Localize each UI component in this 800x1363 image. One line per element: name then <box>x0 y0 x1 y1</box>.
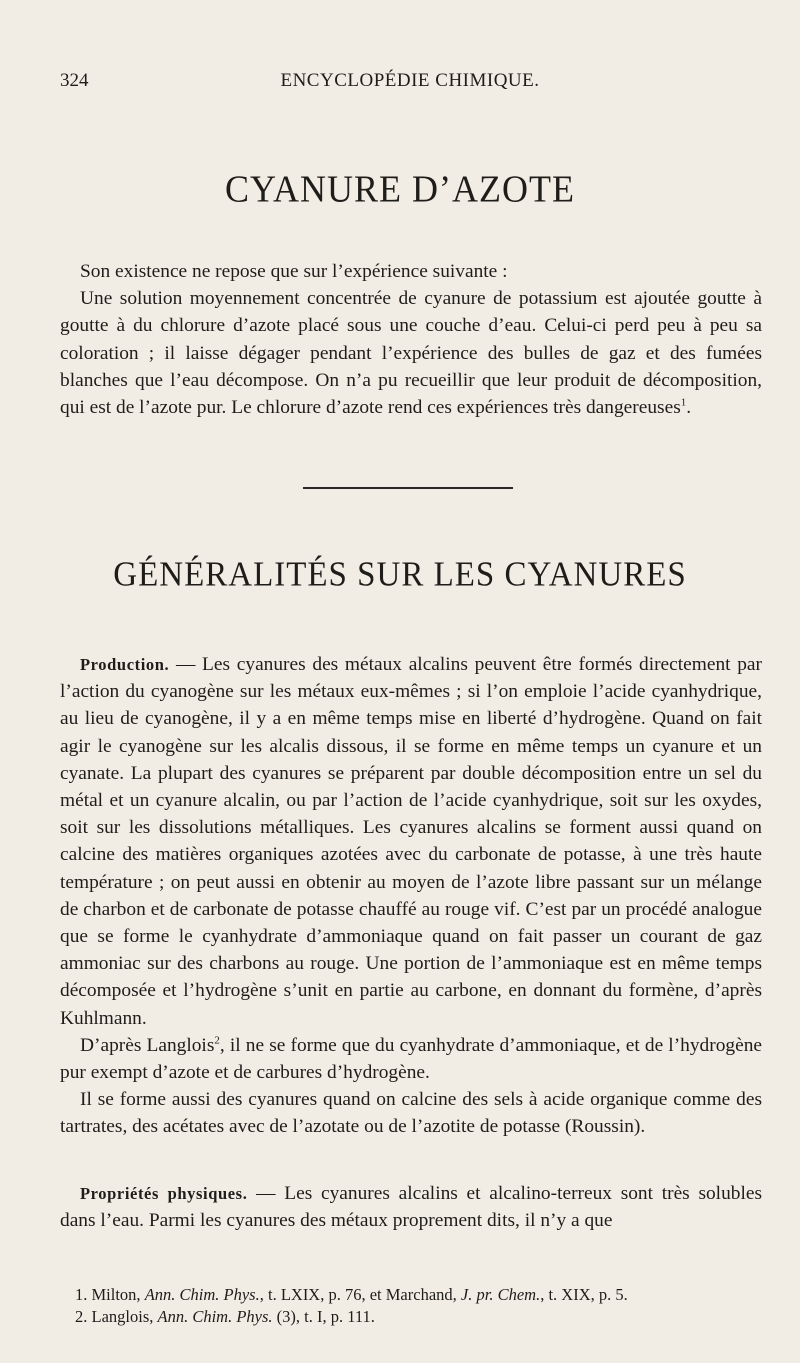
running-head <box>60 70 760 96</box>
footnote-text: Langlois, <box>87 1307 158 1326</box>
footnote-text: Milton, <box>87 1285 145 1304</box>
footnote-number: 1. <box>75 1285 88 1304</box>
runin-heading-production: Production. <box>80 655 170 674</box>
footnote-text: , t. LXIX, p. 76, et Marchand, <box>259 1285 461 1304</box>
paragraph <box>60 285 762 421</box>
paragraph-text: , il ne se forme que du cyanhydrate d’ammoniaque, et de l’hydrogène pur exempt d’azote et de carbures d’hydrogène. <box>60 1034 762 1084</box>
paragraph-text: D’après Langlois <box>80 1034 215 1056</box>
running-title: ENCYCLOPÉDIE CHIMIQUE. <box>280 70 540 91</box>
paragraph-proprietes <box>60 1180 762 1234</box>
journal-title: Ann. Chim. Phys. <box>157 1307 273 1326</box>
section-body-proprietes <box>60 1180 762 1234</box>
paragraph-roussin: Il se forme aussi des cyanures quand on calcine des sels à acide organique comme des tartrates, des acétates avec de l’azotate ou de l’azotite de potasse (Roussin). <box>60 1089 762 1138</box>
page-number: 324 <box>60 70 89 91</box>
journal-title: Ann. Chim. Phys. <box>144 1285 260 1304</box>
paragraph-text: . <box>686 397 692 419</box>
section-body-cyanure-azote <box>60 258 762 421</box>
journal-title: J. pr. Chem. <box>460 1285 541 1304</box>
paragraph-text: Une solution moyennement concentrée de cyanure de potassium est ajoutée goutte à goutte à du chlorure d’azote placé sous une couche d’eau. Celui-ci perd peu à peu sa coloration ; il laisse dégager pendant l’expérience des bulles de gaz et des fumées blanches que l’eau décompose. On n’a pu recueillir que leur produit de décomposition, qui est de l’azote pur. Le chlorure d’azote rend ces expériences très dangereuses <box>60 288 762 419</box>
footnote-2 <box>60 1306 762 1328</box>
footnote-1 <box>60 1284 762 1306</box>
paragraph: Son existence ne repose que sur l’expérience suivante : <box>80 261 508 282</box>
footnote-ref: 1 <box>680 396 687 409</box>
section-body-generalites <box>60 651 762 1141</box>
footnote-text: , t. XIX, p. 5. <box>540 1285 628 1304</box>
section-title-cyanure-azote: CYANURE D’AZOTE <box>225 168 575 210</box>
footnote-ref: 2 <box>214 1034 220 1047</box>
paragraph-text: — Les cyanures alcalins et alcalino-terreux sont très solubles dans l’eau. Parmi les cyanures des métaux proprement dits, il n’y a que <box>60 1183 762 1232</box>
section-title-generalites: GÉNÉRALITÉS SUR LES CYANURES <box>113 556 687 594</box>
footnote-text: (3), t. I, p. 111. <box>272 1307 375 1326</box>
paragraph-langlois <box>60 1032 762 1086</box>
footnote-number: 2. <box>75 1307 88 1326</box>
runin-heading-proprietes: Propriétés physiques. <box>80 1184 248 1203</box>
paragraph-text: — Les cyanures des métaux alcalins peuvent être formés directement par l’action du cyanogène sur les métaux eux-mêmes ; si l’on emploie l’acide cyanhydrique, au lieu de cyanogène, il y a en même temps mise en liberté d’hydrogène. Quand on fait agir le cyanogène sur les alcalis dissous, il se forme en même temps un cyanure et un cyanate. La plupart des cyanures se préparent par double décomposition entre un sel du métal et un cyanure alcalin, ou par l’action de l’acide cyanhydrique, soit sur les oxydes, soit sur les dissolutions métalliques. Les cyanures alcalins se forment aussi quand on calcine des matières organiques azotées avec du carbonate de potasse, à une très haute température ; on peut aussi en obtenir au moyen de l’azote libre passant sur un mélange de charbon et de carbonate de potasse chauffé au rouge vif. C’est par un procédé analogue que se forme le cyanhydrate d’ammoniaque quand on fait passer un courant de gaz ammoniac sur des charbons au rouge. Une portion de l’ammoniaque est en même temps décomposée et l’hydrogène s’unit en partie au carbone, en donnant du formène, d’après Kuhlmann. <box>60 654 762 1029</box>
footnotes <box>60 1284 762 1328</box>
section-divider <box>303 487 513 489</box>
paragraph-production <box>60 651 762 1032</box>
